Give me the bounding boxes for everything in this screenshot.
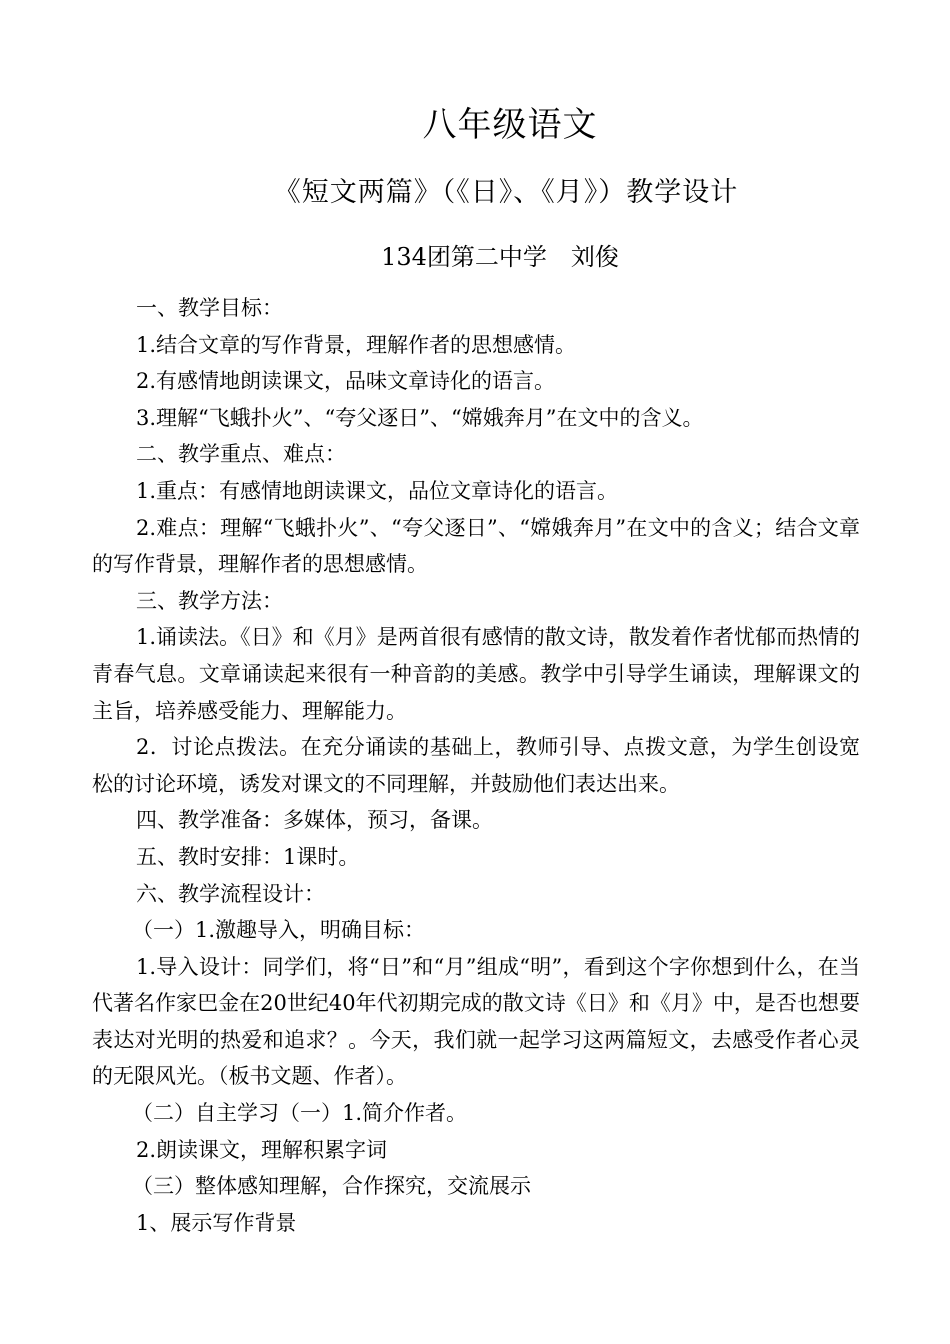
section-preparation: 四、教学准备：多媒体，预习，备课。: [136, 808, 493, 833]
document-body: [92, 290, 860, 1241]
document-title: 八年级语文: [422, 105, 598, 145]
process-step-1-heading: （一）1.激趣导入，明确目标：: [132, 918, 426, 943]
section-heading-objectives: 一、教学目标：: [136, 296, 283, 320]
method-item-1: 1.诵读法。《日》和《月》是两首很有感情的散文诗，散发着作者忧郁而热情的青春气息。文章诵读起来很有一种音韵的美感。教学中引导学生诵读，理解课文的主旨，培养感受能力、理解能力。: [92, 625, 860, 723]
objective-item-1: 1.结合文章的写作背景，理解作者的思想感情。: [136, 332, 577, 357]
objective-item-2: 2.有感情地朗读课文，品味文章诗化的语言。: [136, 369, 556, 394]
document-subtitle: 《短文两篇》（《日》、《月》）教学设计: [273, 177, 739, 208]
process-step-2-reading: 2.朗读课文，理解积累字词: [136, 1137, 388, 1162]
method-item-2: 2．讨论点拨法。在充分诵读的基础上，教师引导、点拨文意，为学生创设宽松的讨论环境，诱发对课文的不同理解，并鼓励他们表达出来。: [92, 735, 860, 796]
keypoint-item-1: 1.重点：有感情地朗读课文，品位文章诗化的语言。: [136, 478, 619, 503]
objective-item-3: 3.理解“飞蛾扑火”、“夸父逐日”、“嫦娥奔月”在文中的含义。: [136, 405, 704, 430]
process-step-2-heading: （二）自主学习（一）1.简介作者。: [132, 1101, 468, 1126]
process-step-3-heading: （三）整体感知理解，合作探究，交流展示: [132, 1174, 531, 1199]
section-heading-process: 六、教学流程设计：: [136, 881, 325, 906]
section-schedule: 五、教时安排：1课时。: [136, 844, 360, 869]
process-step-3-background: 1、展示写作背景: [136, 1210, 297, 1235]
author-line: 134团第二中学 刘俊: [381, 243, 619, 271]
process-step-1-intro: 1.导入设计：同学们，将“日”和“月”组成“明”，看到这个字你想到什么，在当代著名作家巴金在20世纪40年代初期完成的散文诗《日》和《月》中，是否也想要表达对光明的热爱和追求？。今天，我们就一起学习这两篇短文，去感受作者心灵的无限风光。（板书文题、作者）。: [92, 954, 860, 1089]
keypoint-item-2: 2.难点：理解“飞蛾扑火”、“夸父逐日”、“嫦娥奔月”在文中的含义；结合文章的写作背景，理解作者的思想感情。: [92, 515, 860, 577]
section-heading-methods: 三、教学方法：: [136, 588, 283, 613]
section-heading-keypoints: 二、教学重点、难点：: [136, 442, 346, 467]
